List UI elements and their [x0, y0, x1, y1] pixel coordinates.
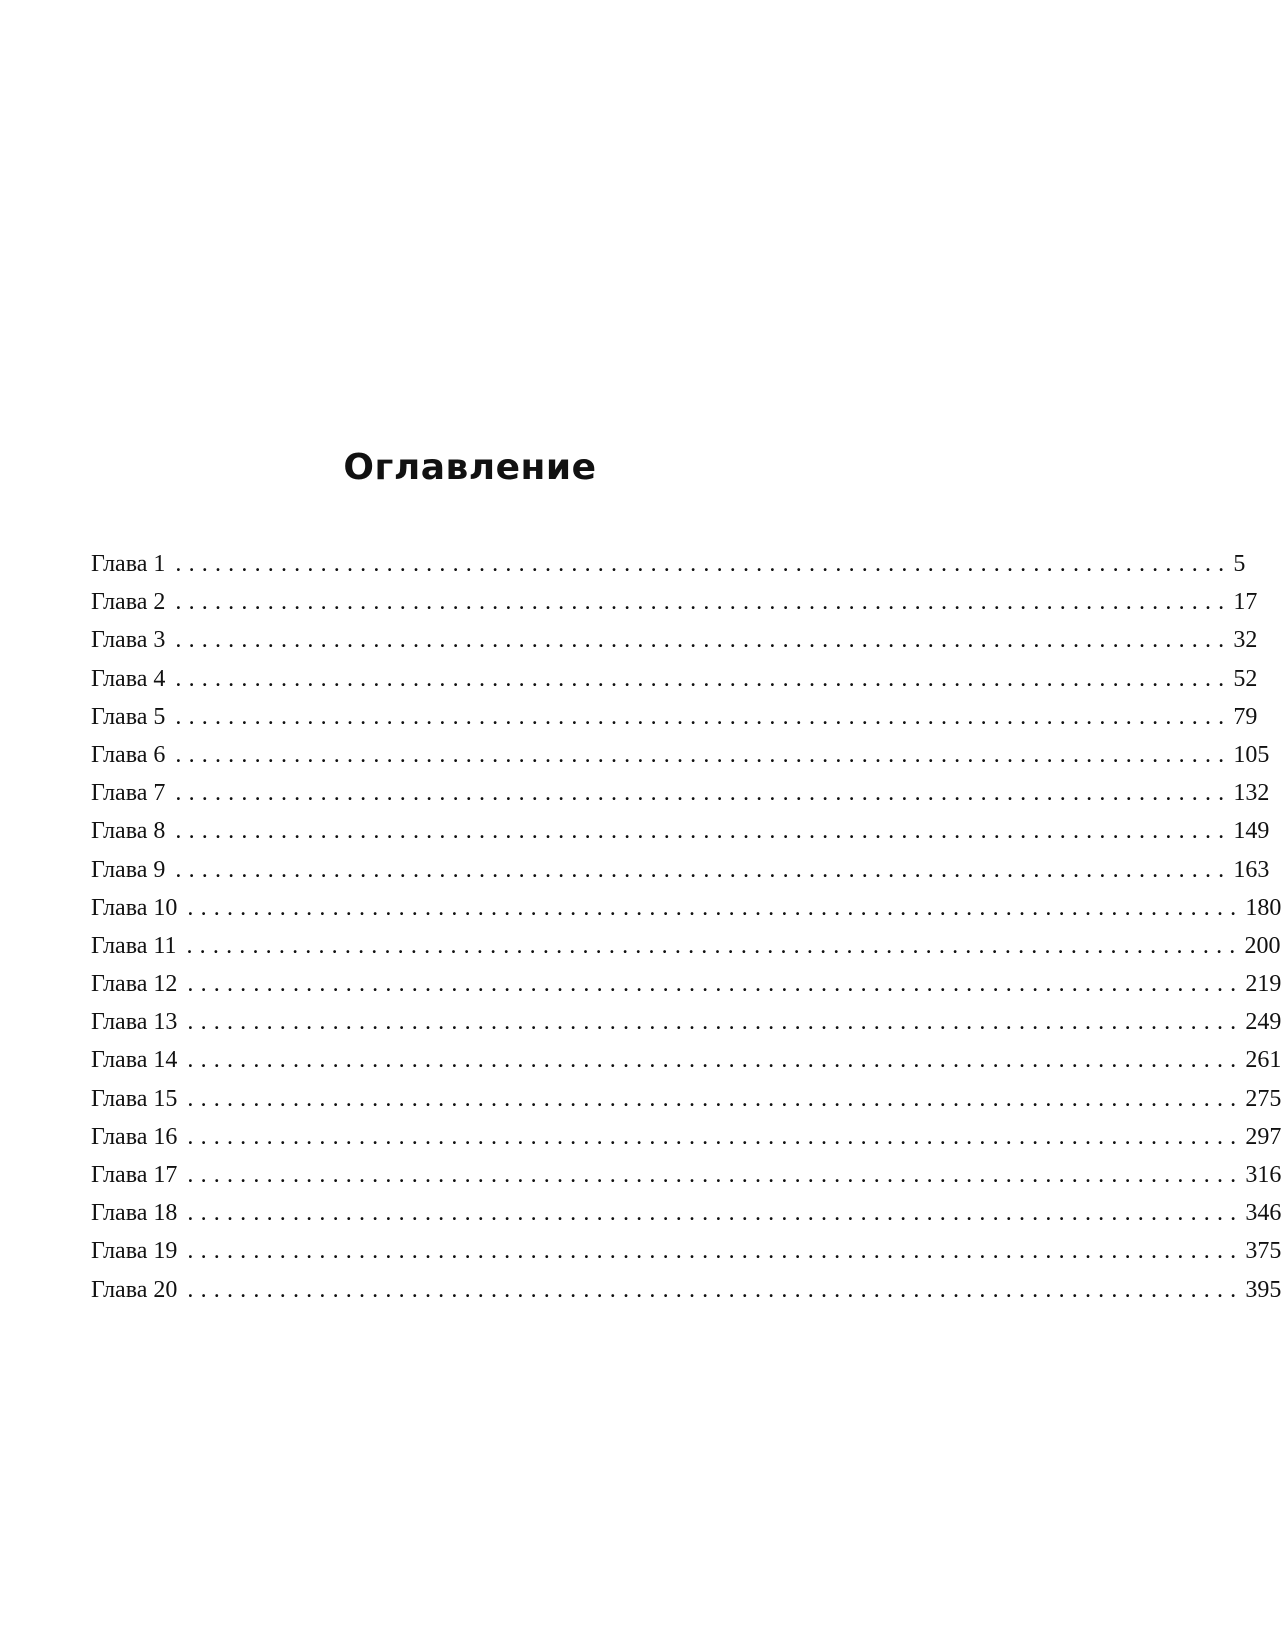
- toc-entry-page-number: 297: [1245, 1123, 1281, 1150]
- toc-entry: [91, 855, 1270, 893]
- toc-entry: [91, 1007, 1281, 1045]
- toc-entry-page-number: 275: [1245, 1085, 1281, 1112]
- toc-entry: [91, 625, 1258, 663]
- dot-leader: ................................................................................: [175, 589, 1232, 616]
- dot-leader: ................................................................................: [187, 1200, 1244, 1227]
- dot-leader: ................................................................................: [175, 665, 1232, 692]
- toc-entry-page-number: 180: [1245, 894, 1281, 921]
- toc-list: [91, 549, 1281, 1313]
- toc-entry-label: Глава 7: [91, 780, 166, 807]
- toc-entry-page-number: 17: [1233, 589, 1258, 616]
- toc-entry: [91, 1122, 1281, 1160]
- toc-entry-page-number: 346: [1245, 1200, 1281, 1227]
- toc-entry: [91, 931, 1281, 969]
- toc-entry-label: Глава 12: [91, 971, 178, 998]
- toc-entry-page-number: 316: [1245, 1162, 1281, 1188]
- toc-entry-label: Глава 8: [91, 818, 166, 845]
- toc-entry-page-number: 5: [1233, 551, 1246, 577]
- toc-entry: [91, 1198, 1281, 1236]
- toc-entry-label: Глава 10: [91, 894, 178, 921]
- dot-leader: ................................................................................: [175, 551, 1232, 577]
- toc-entry-label: Глава 14: [91, 1047, 178, 1074]
- toc-entry: [91, 664, 1258, 702]
- toc-entry-label: Глава 20: [91, 1276, 178, 1303]
- dot-leader: ................................................................................: [175, 856, 1232, 883]
- toc-entry-page-number: 149: [1233, 818, 1270, 845]
- toc-entry-page-number: 132: [1233, 780, 1270, 807]
- toc-entry: [91, 1236, 1281, 1274]
- dot-leader: ................................................................................: [186, 932, 1243, 959]
- toc-entry-page-number: 32: [1233, 627, 1258, 654]
- toc-entry-label: Глава 2: [91, 589, 166, 616]
- dot-leader: ................................................................................: [187, 1276, 1244, 1303]
- dot-leader: ................................................................................: [187, 1238, 1244, 1265]
- toc-entry-label: Глава 19: [91, 1238, 178, 1265]
- dot-leader: ................................................................................: [187, 1009, 1244, 1036]
- toc-entry-label: Глава 16: [91, 1123, 178, 1150]
- dot-leader: ................................................................................: [187, 1085, 1244, 1112]
- toc-entry: [91, 740, 1270, 778]
- toc-entry-page-number: 375: [1245, 1238, 1281, 1265]
- toc-entry: [91, 969, 1281, 1007]
- toc-entry-label: Глава 17: [91, 1162, 178, 1188]
- toc-entry-page-number: 79: [1233, 703, 1258, 730]
- toc-entry-label: Глава 13: [91, 1009, 178, 1036]
- dot-leader: ................................................................................: [175, 780, 1232, 807]
- toc-entry-page-number: 261: [1245, 1047, 1281, 1074]
- dot-leader: ................................................................................: [187, 971, 1244, 998]
- toc-entry: [91, 1045, 1281, 1083]
- toc-entry-label: Глава 18: [91, 1200, 178, 1227]
- dot-leader: ................................................................................: [175, 741, 1232, 768]
- dot-leader: ................................................................................: [187, 1162, 1244, 1188]
- toc-entry-label: Глава 11: [91, 932, 177, 959]
- dot-leader: ................................................................................: [187, 1047, 1244, 1074]
- toc-entry-label: Глава 15: [91, 1085, 178, 1112]
- toc-entry-page-number: 163: [1233, 856, 1270, 883]
- toc-entry-label: Глава 3: [91, 627, 166, 654]
- toc-title: Оглавление: [343, 447, 597, 488]
- dot-leader: ................................................................................: [175, 627, 1232, 654]
- toc-entry-page-number: 52: [1233, 665, 1258, 692]
- toc-entry: [91, 1160, 1281, 1198]
- toc-entry: [91, 893, 1281, 931]
- dot-leader: ................................................................................: [187, 1123, 1244, 1150]
- toc-entry-label: Глава 5: [91, 703, 166, 730]
- toc-entry-page-number: 219: [1245, 971, 1281, 998]
- toc-entry: [91, 549, 1246, 587]
- toc-entry-label: Глава 4: [91, 665, 166, 692]
- toc-entry-label: Глава 9: [91, 856, 166, 883]
- toc-entry-page-number: 200: [1244, 932, 1281, 959]
- toc-entry: [91, 587, 1258, 625]
- dot-leader: ................................................................................: [175, 703, 1232, 730]
- toc-entry-page-number: 105: [1233, 741, 1270, 768]
- toc-entry: [91, 816, 1270, 854]
- toc-entry: [91, 702, 1258, 740]
- toc-entry-label: Глава 6: [91, 741, 166, 768]
- toc-entry: [91, 778, 1270, 816]
- toc-entry: [91, 1084, 1281, 1122]
- dot-leader: ................................................................................: [175, 818, 1232, 845]
- toc-entry: [91, 1275, 1281, 1313]
- toc-entry-page-number: 395: [1245, 1276, 1281, 1303]
- dot-leader: ................................................................................: [187, 894, 1244, 921]
- toc-entry-label: Глава 1: [91, 551, 166, 577]
- toc-entry-page-number: 249: [1245, 1009, 1281, 1036]
